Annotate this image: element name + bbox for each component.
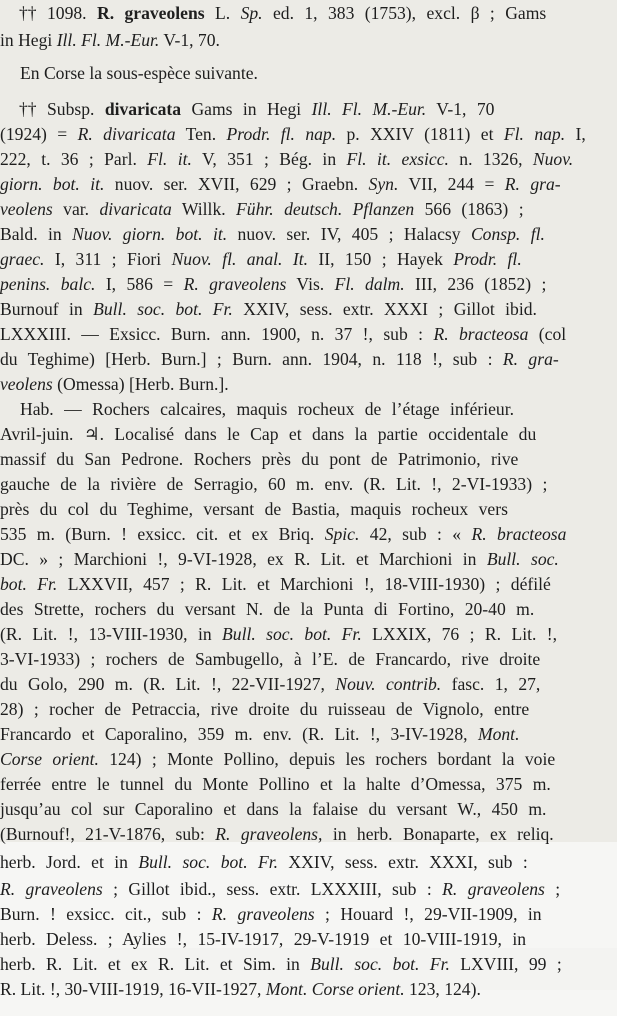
- text-line: [0, 248, 617, 270]
- text-run: V, 351 ; Bég. in: [191, 149, 347, 169]
- italic-ref: giorn. bot. it.: [0, 174, 105, 194]
- text-run: II, 150 ; Hayek: [308, 249, 454, 269]
- italic-ref: Corse orient.: [0, 749, 99, 769]
- italic-ref: R. graveolens: [442, 879, 545, 899]
- italic-ref: veolens: [0, 199, 53, 219]
- text-run: 222, t. 36 ; Parl.: [0, 149, 148, 169]
- italic-ref: R. graveolens: [211, 904, 315, 924]
- italic-ref: Bull. soc. bot. Fr.: [138, 852, 279, 872]
- text-run: 3-VI-1933) ; rochers de Sambugello, à l’E. de Francardo, rive droite: [0, 649, 541, 669]
- text-run: 535 m. (Burn. ! exsicc. cit. et ex Briq.: [0, 524, 325, 544]
- text-run: XXIV, sess. extr. XXXI ; Gillot ibid.: [232, 299, 537, 319]
- text-line: [0, 423, 617, 445]
- text-run: LXXXIII. — Exsicc. Burn. ann. 1900, n. 37 !, sub :: [0, 324, 434, 344]
- text-run: ; Gillot ibid., sess. extr. LXXXIII, sub :: [102, 879, 443, 899]
- text-line: [0, 323, 617, 345]
- italic-ref: Bull. soc.: [486, 549, 559, 569]
- text-run: ; Houard !, 29-VII-1909, in: [314, 904, 542, 924]
- text-run: in Hegi: [0, 30, 57, 50]
- text-run: Vis.: [286, 274, 335, 294]
- text-run: nuov. ser. IV, 405 ; Halacsy: [227, 224, 471, 244]
- italic-ref: Nouv. contrib.: [335, 674, 442, 694]
- text-run: LXVIII, 99 ;: [449, 954, 562, 974]
- italic-ref: R. bracteosa: [471, 524, 567, 544]
- text-line: [0, 953, 617, 975]
- text-line: [0, 698, 617, 720]
- text-run: VII, 244 =: [398, 174, 505, 194]
- text-line: [0, 903, 617, 925]
- text-line: [0, 623, 617, 645]
- text-line: [0, 173, 617, 195]
- text-run: (col: [528, 324, 567, 344]
- text-run: I,: [565, 124, 586, 144]
- text-run: 28) ; rocher de Petraccia, rive droite du ruisseau de Vignolo, entre: [0, 699, 530, 719]
- text-run: du Golo, 290 m. (R. Lit. !, 22-VII-1927,: [0, 674, 336, 694]
- text-line: [0, 223, 617, 245]
- text-line: [0, 673, 617, 695]
- italic-ref: Nuov. giorn. bot. it.: [72, 224, 228, 244]
- italic-ref: penins. balc.: [0, 274, 96, 294]
- italic-ref: Ill. Fl. M.-Eur.: [311, 99, 427, 119]
- text-run: ed. 1, 383 (1753), excl. β ; Gams: [262, 3, 547, 23]
- text-line: [0, 273, 617, 295]
- text-run: massif du San Pedrone. Rochers près du pont de Patrimonio, rive: [0, 449, 519, 469]
- italic-ref: Ill. Fl. M.-Eur.: [56, 30, 160, 50]
- italic-ref: R. graveolens: [0, 879, 103, 899]
- text-run: Ten.: [175, 124, 227, 144]
- italic-ref: Consp. fl.: [470, 224, 545, 244]
- text-run: 123, 124).: [404, 979, 481, 999]
- text-run: 124) ; Monte Pollino, depuis les rochers bordant la voie: [98, 749, 556, 769]
- text-line: [0, 62, 617, 84]
- text-run: Willk.: [171, 199, 237, 219]
- italic-ref: R. graveolens: [183, 274, 287, 294]
- text-run: I, 311 ; Fiori: [44, 249, 172, 269]
- italic-ref: Fl. dalm.: [334, 274, 405, 294]
- italic-ref: Fl. nap.: [503, 124, 566, 144]
- italic-ref: veolens: [0, 374, 53, 394]
- text-run: I, 586 =: [95, 274, 184, 294]
- text-run: V-1, 70.: [159, 30, 220, 50]
- text-line: [0, 748, 617, 770]
- text-line: [0, 123, 617, 145]
- text-line: [0, 823, 617, 845]
- italic-ref: R. bracteosa: [433, 324, 529, 344]
- text-run: gauche de la rivière de Serragio, 60 m. env. (R. Lit. !, 2-VI-1933) ;: [0, 474, 548, 494]
- italic-ref: Fl. it. exsicc.: [346, 149, 449, 169]
- italic-ref: Bull. soc. bot. Fr.: [222, 624, 362, 644]
- text-line: [0, 573, 617, 595]
- italic-ref: Führ. deutsch. Pflanzen: [236, 199, 415, 219]
- text-run: ferrée entre le tunnel du Monte Pollino et la halte d’Omessa, 375 m.: [0, 774, 551, 794]
- text-line: [0, 928, 617, 950]
- italic-ref: R. gra-: [502, 349, 559, 369]
- text-run: V-1, 70: [426, 99, 495, 119]
- text-run: du Teghime) [Herb. Burn.] ; Burn. ann. 1904, n. 118 !, sub :: [0, 349, 503, 369]
- text-line: [0, 448, 617, 470]
- text-line: [0, 29, 617, 51]
- text-line: [0, 373, 617, 395]
- text-line: [0, 548, 617, 570]
- text-run: DC. » ; Marchioni !, 9-VI-1928, ex R. Lit. et Marchioni in: [0, 549, 487, 569]
- text-line: [0, 773, 617, 795]
- text-run: †† 1098.: [19, 3, 97, 23]
- italic-ref: Prodr. fl.: [453, 249, 522, 269]
- text-run: LXXVII, 457 ; R. Lit. et Marchioni !, 18-VIII-1930) ; défilé: [57, 574, 551, 594]
- text-line: [0, 878, 617, 900]
- text-run: nuov. ser. XVII, 629 ; Graebn.: [104, 174, 369, 194]
- text-run: des Strette, rochers du versant N. de la Punta di Fortino, 20-40 m.: [0, 599, 535, 619]
- text-line: [0, 498, 617, 520]
- text-run: (1924) =: [0, 124, 78, 144]
- text-run: Francardo et Caporalino, 359 m. env. (R. Lit. !, 3-IV-1928,: [0, 724, 478, 744]
- italic-ref: Sp.: [240, 3, 263, 23]
- text-run: herb. Jord. et in: [0, 852, 139, 872]
- text-run: Gams in Hegi: [181, 99, 312, 119]
- text-run: R. Lit. !, 30-VIII-1919, 16-VII-1927,: [0, 979, 266, 999]
- italic-ref: divaricata: [99, 199, 172, 219]
- text-run: (R. Lit. !, 13-VIII-1930, in: [0, 624, 223, 644]
- italic-ref: R. gra-: [504, 174, 561, 194]
- text-line: [0, 723, 617, 745]
- text-run: p. XXIV (1811) et: [336, 124, 504, 144]
- text-run: Bald. in: [0, 224, 73, 244]
- text-line: [0, 398, 617, 420]
- text-run: (Omessa) [Herb. Burn.].: [52, 374, 229, 394]
- text-line: [0, 473, 617, 495]
- italic-ref: Bull. soc. bot. Fr.: [93, 299, 233, 319]
- italic-ref: bot. Fr.: [0, 574, 58, 594]
- taxon-name: divaricata: [104, 99, 182, 119]
- text-run: herb. R. Lit. et ex R. Lit. et Sim. in: [0, 954, 311, 974]
- text-line: [0, 798, 617, 820]
- text-run: var.: [52, 199, 100, 219]
- text-run: herb. Deless. ; Aylies !, 15-IV-1917, 29-V-1919 et 10-VIII-1919, in: [0, 929, 527, 949]
- text-run: XXIV, sess. extr. XXXI, sub :: [278, 852, 528, 872]
- text-line: [0, 978, 617, 1000]
- text-run: Hab. — Rochers calcaires, maquis rocheux de l’étage inférieur.: [20, 399, 515, 419]
- text-line: [0, 148, 617, 170]
- text-line: [0, 198, 617, 220]
- text-line: [0, 298, 617, 320]
- taxon-name: R. graveolens: [96, 3, 205, 23]
- italic-ref: Mont.: [477, 724, 520, 744]
- text-line: [0, 523, 617, 545]
- text-run: LXXIX, 76 ; R. Lit. !,: [361, 624, 558, 644]
- text-run: n. 1326,: [448, 149, 533, 169]
- text-run: Burn. ! exsicc. cit., sub :: [0, 904, 212, 924]
- italic-ref: Nuov. fl. anal. It.: [171, 249, 308, 269]
- text-line: [0, 2, 617, 24]
- text-run: (Burnouf!, 21-V-1876, sub:: [0, 824, 216, 844]
- italic-ref: Fl. it.: [147, 149, 192, 169]
- text-line: [0, 98, 617, 120]
- text-line: [0, 851, 617, 873]
- italic-ref: Bull. soc. bot. Fr.: [310, 954, 450, 974]
- text-run: En Corse la sous-espèce suivante.: [20, 63, 258, 83]
- text-line: [0, 598, 617, 620]
- italic-ref: Spic.: [324, 524, 360, 544]
- text-line: [0, 648, 617, 670]
- italic-ref: Nuov.: [532, 149, 574, 169]
- italic-ref: Prodr. fl. nap.: [226, 124, 337, 144]
- text-run: 566 (1863) ;: [414, 199, 524, 219]
- text-run: in herb. Bonaparte, ex reliq.: [322, 824, 554, 844]
- text-line: [0, 348, 617, 370]
- text-run: 42, sub : «: [359, 524, 472, 544]
- text-run: III, 236 (1852) ;: [404, 274, 547, 294]
- italic-ref: Mont. Corse orient.: [265, 979, 405, 999]
- text-run: Avril-juin. ♃. Localisé dans le Cap et dans la partie occidentale du: [0, 424, 537, 444]
- text-run: près du col du Teghime, versant de Bastia, maquis rocheux vers: [0, 499, 508, 519]
- italic-ref: graec.: [0, 249, 45, 269]
- text-run: ;: [544, 879, 561, 899]
- text-run: fasc. 1, 27,: [441, 674, 541, 694]
- text-run: Burnouf in: [0, 299, 94, 319]
- italic-ref: Syn.: [368, 174, 399, 194]
- text-run: jusqu’au col sur Caporalino et dans la falaise du versant W., 450 m.: [0, 799, 547, 819]
- text-run: L.: [204, 3, 241, 23]
- italic-ref: R. graveolens,: [215, 824, 323, 844]
- text-run: †† Subsp.: [19, 99, 105, 119]
- italic-ref: R. divaricata: [77, 124, 176, 144]
